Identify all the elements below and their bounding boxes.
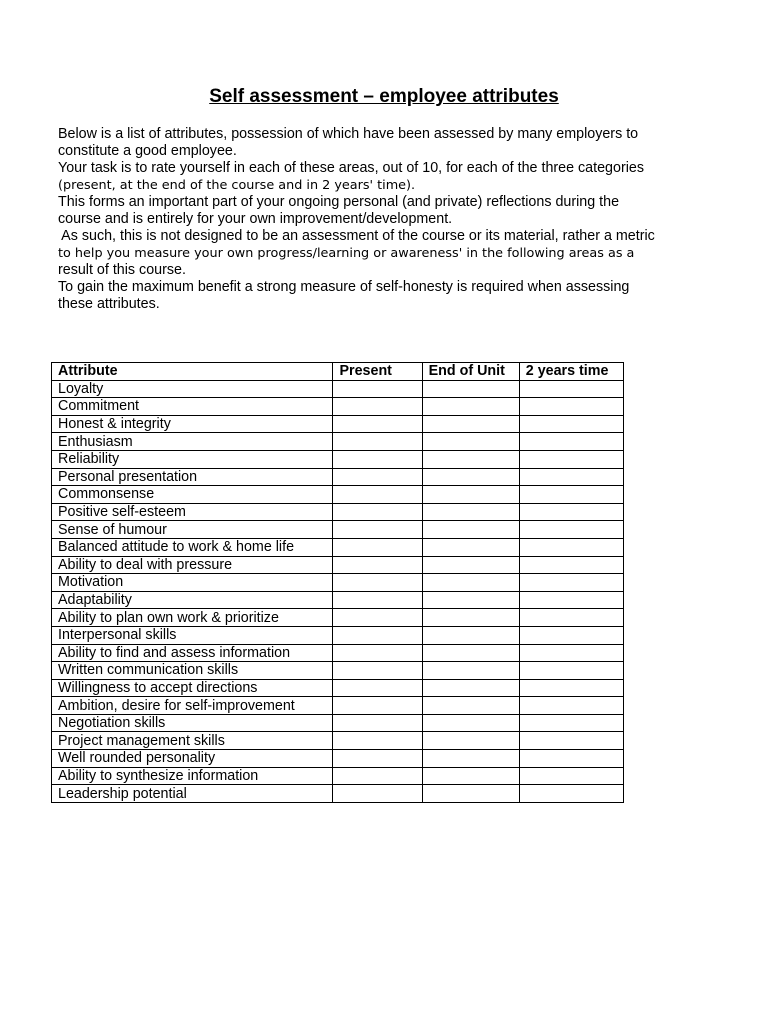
table-row — [52, 697, 624, 715]
intro-line: This forms an important part of your ongoing personal (and private) reflections during the — [58, 194, 620, 210]
end-of-unit-rating-cell[interactable] — [422, 591, 519, 609]
attribute-name-cell: Reliability — [52, 450, 333, 468]
attribute-name-cell: Motivation — [52, 574, 333, 592]
table-row — [52, 503, 624, 521]
intro-line: to help you measure your own progress/learning or awareness' in the following areas as a — [58, 246, 635, 261]
end-of-unit-rating-cell[interactable] — [422, 503, 519, 521]
table-row — [52, 556, 624, 574]
table-row — [52, 486, 624, 504]
table-row — [52, 380, 624, 398]
end-of-unit-rating-cell[interactable] — [422, 662, 519, 680]
column-header-present: Present — [333, 363, 422, 381]
end-of-unit-rating-cell[interactable] — [422, 679, 519, 697]
present-rating-cell[interactable] — [333, 415, 422, 433]
attribute-name-cell: Written communication skills — [52, 662, 333, 680]
2-years-rating-cell[interactable] — [519, 697, 623, 715]
2-years-rating-cell[interactable] — [519, 714, 623, 732]
attribute-name-cell: Commitment — [52, 398, 333, 416]
present-rating-cell[interactable] — [333, 556, 422, 574]
intro-line: course and is entirely for your own improvement/development. — [58, 211, 453, 227]
2-years-rating-cell[interactable] — [519, 433, 623, 451]
end-of-unit-rating-cell[interactable] — [422, 714, 519, 732]
2-years-rating-cell[interactable] — [519, 450, 623, 468]
intro-line: constitute a good employee. — [58, 143, 237, 159]
2-years-rating-cell[interactable] — [519, 626, 623, 644]
intro-line: As such, this is not designed to be an assessment of the course or its material, rather a metric — [58, 228, 655, 244]
attribute-name-cell: Commonsense — [52, 486, 333, 504]
table-row — [52, 767, 624, 785]
intro-line: these attributes. — [58, 296, 160, 312]
table-row — [52, 415, 624, 433]
attribute-name-cell: Honest & integrity — [52, 415, 333, 433]
table-row — [52, 398, 624, 416]
end-of-unit-rating-cell[interactable] — [422, 556, 519, 574]
attribute-name-cell: Project management skills — [52, 732, 333, 750]
present-rating-cell[interactable] — [333, 609, 422, 627]
table-row — [52, 714, 624, 732]
attribute-name-cell: Ability to deal with pressure — [52, 556, 333, 574]
2-years-rating-cell[interactable] — [519, 591, 623, 609]
attribute-name-cell: Sense of humour — [52, 521, 333, 539]
2-years-rating-cell[interactable] — [519, 732, 623, 750]
present-rating-cell[interactable] — [333, 468, 422, 486]
end-of-unit-rating-cell[interactable] — [422, 415, 519, 433]
2-years-rating-cell[interactable] — [519, 609, 623, 627]
table-body — [52, 380, 624, 802]
present-rating-cell[interactable] — [333, 486, 422, 504]
2-years-rating-cell[interactable] — [519, 486, 623, 504]
end-of-unit-rating-cell[interactable] — [422, 486, 519, 504]
table-row — [52, 679, 624, 697]
intro-line: result of this course. — [58, 262, 186, 278]
present-rating-cell[interactable] — [333, 785, 422, 803]
2-years-rating-cell[interactable] — [519, 767, 623, 785]
end-of-unit-rating-cell[interactable] — [422, 468, 519, 486]
table-row — [52, 626, 624, 644]
intro-line: Below is a list of attributes, possession of which have been assessed by many employers to — [58, 126, 639, 142]
attribute-name-cell: Loyalty — [52, 380, 333, 398]
2-years-rating-cell[interactable] — [519, 468, 623, 486]
attribute-name-cell: Ability to find and assess information — [52, 644, 333, 662]
present-rating-cell[interactable] — [333, 750, 422, 768]
attribute-name-cell: Ability to synthesize information — [52, 767, 333, 785]
end-of-unit-rating-cell[interactable] — [422, 380, 519, 398]
2-years-rating-cell[interactable] — [519, 521, 623, 539]
end-of-unit-rating-cell[interactable] — [422, 626, 519, 644]
table-row — [52, 468, 624, 486]
page-title: Self assessment – employee attributes — [209, 86, 559, 107]
intro-line: Your task is to rate yourself in each of these areas, out of 10, for each of the three categories — [58, 160, 644, 176]
present-rating-cell[interactable] — [333, 767, 422, 785]
present-rating-cell[interactable] — [333, 574, 422, 592]
2-years-rating-cell[interactable] — [519, 750, 623, 768]
column-header-2-years: 2 years time — [519, 363, 623, 381]
column-header-attribute: Attribute — [52, 363, 333, 381]
table-row — [52, 450, 624, 468]
present-rating-cell[interactable] — [333, 626, 422, 644]
attribute-name-cell: Leadership potential — [52, 785, 333, 803]
attribute-name-cell: Balanced attitude to work & home life — [52, 538, 333, 556]
attribute-name-cell: Ambition, desire for self-improvement — [52, 697, 333, 715]
table-row — [52, 750, 624, 768]
attribute-name-cell: Enthusiasm — [52, 433, 333, 451]
present-rating-cell[interactable] — [333, 714, 422, 732]
present-rating-cell[interactable] — [333, 503, 422, 521]
end-of-unit-rating-cell[interactable] — [422, 609, 519, 627]
attribute-name-cell: Ability to plan own work & prioritize — [52, 609, 333, 627]
end-of-unit-rating-cell[interactable] — [422, 732, 519, 750]
present-rating-cell[interactable] — [333, 380, 422, 398]
table-row — [52, 785, 624, 803]
2-years-rating-cell[interactable] — [519, 574, 623, 592]
2-years-rating-cell[interactable] — [519, 503, 623, 521]
2-years-rating-cell[interactable] — [519, 644, 623, 662]
table-row — [52, 609, 624, 627]
2-years-rating-cell[interactable] — [519, 415, 623, 433]
table-row — [52, 521, 624, 539]
end-of-unit-rating-cell[interactable] — [422, 538, 519, 556]
table-row — [52, 591, 624, 609]
2-years-rating-cell[interactable] — [519, 398, 623, 416]
attribute-name-cell: Willingness to accept directions — [52, 679, 333, 697]
present-rating-cell[interactable] — [333, 591, 422, 609]
intro-line: To gain the maximum benefit a strong measure of self-honesty is required when assessing — [58, 279, 630, 295]
attribute-name-cell: Adaptability — [52, 591, 333, 609]
end-of-unit-rating-cell[interactable] — [422, 450, 519, 468]
present-rating-cell[interactable] — [333, 679, 422, 697]
attribute-name-cell: Negotiation skills — [52, 714, 333, 732]
table-header-row — [52, 363, 624, 381]
table-row — [52, 644, 624, 662]
table-row — [52, 538, 624, 556]
attribute-name-cell: Personal presentation — [52, 468, 333, 486]
end-of-unit-rating-cell[interactable] — [422, 767, 519, 785]
table-row — [52, 732, 624, 750]
present-rating-cell[interactable] — [333, 433, 422, 451]
attribute-name-cell: Interpersonal skills — [52, 626, 333, 644]
end-of-unit-rating-cell[interactable] — [422, 521, 519, 539]
attribute-name-cell: Well rounded personality — [52, 750, 333, 768]
present-rating-cell[interactable] — [333, 450, 422, 468]
column-header-end-of-unit: End of Unit — [422, 363, 519, 381]
2-years-rating-cell[interactable] — [519, 538, 623, 556]
intro-line: (present, at the end of the course and in 2 years' time). — [58, 178, 416, 193]
2-years-rating-cell[interactable] — [519, 785, 623, 803]
end-of-unit-rating-cell[interactable] — [422, 785, 519, 803]
attribute-name-cell: Positive self-esteem — [52, 503, 333, 521]
present-rating-cell[interactable] — [333, 538, 422, 556]
2-years-rating-cell[interactable] — [519, 380, 623, 398]
table-row — [52, 433, 624, 451]
attributes-table — [51, 362, 624, 803]
end-of-unit-rating-cell[interactable] — [422, 697, 519, 715]
end-of-unit-rating-cell[interactable] — [422, 433, 519, 451]
2-years-rating-cell[interactable] — [519, 662, 623, 680]
end-of-unit-rating-cell[interactable] — [422, 574, 519, 592]
intro-text — [58, 126, 738, 313]
end-of-unit-rating-cell[interactable] — [422, 644, 519, 662]
present-rating-cell[interactable] — [333, 732, 422, 750]
present-rating-cell[interactable] — [333, 644, 422, 662]
present-rating-cell[interactable] — [333, 521, 422, 539]
end-of-unit-rating-cell[interactable] — [422, 750, 519, 768]
present-rating-cell[interactable] — [333, 662, 422, 680]
2-years-rating-cell[interactable] — [519, 679, 623, 697]
2-years-rating-cell[interactable] — [519, 556, 623, 574]
table-row — [52, 662, 624, 680]
present-rating-cell[interactable] — [333, 697, 422, 715]
present-rating-cell[interactable] — [333, 398, 422, 416]
table-row — [52, 574, 624, 592]
end-of-unit-rating-cell[interactable] — [422, 398, 519, 416]
